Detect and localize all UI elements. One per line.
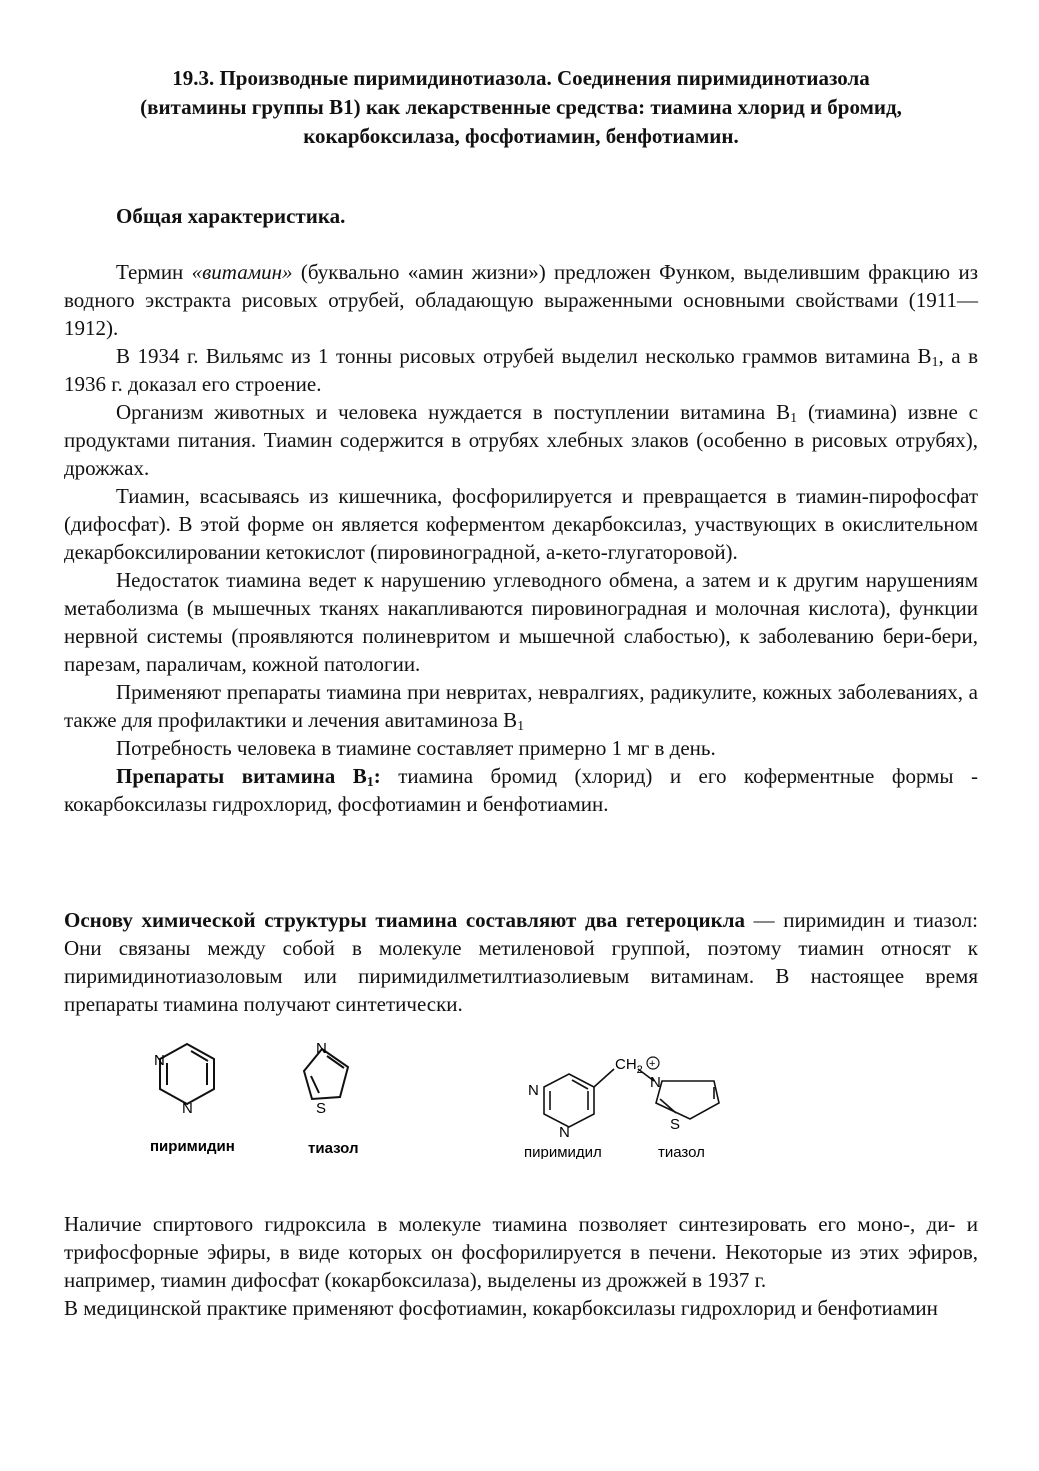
paragraph-vitamin-term: Термин «витамин» (буквально «амин жизни») предложен Функом, выделившим фракцию из водного экстракта рисовых отрубей, обладающую выраженными основными свойствами (1911—1912). [64,260,978,340]
title-line-1: 19.3. Производные пиримидинотиазола. Соединения пиримидинотиазола [172,66,870,90]
thiazole-atom-n: N [316,1040,327,1057]
pyrimidyl-atom-n1: N [528,1082,539,1099]
paragraph-structure: Основу химической структуры тиамина составляют два гетероцикла — пиримидин и тиазол: Они связаны между собой в молекуле метиленовой группой, поэтому тиамин относят к пиримидинотиазоловым или пиримидилметилтиазолиевым витаминам. В настоящее время препараты тиамина получают синтетически. [64,908,978,1016]
methylene-group: $CH_2$ [615,1056,643,1076]
paragraph-preparations: Препараты витамина $В_1$: тиамина бромид (хлорид) и его коферментные формы - кокарбоксилазы гидрохлорид, фосфотиамин и бенфотиамин. [64,764,978,816]
thiazolium-atom-s: S [670,1116,681,1133]
structures-svg [64,1029,978,1159]
thiazole-atom-s: S [316,1100,327,1117]
pyrimidine-structure [160,1044,214,1104]
paragraph-usage: Применяют препараты тиамина при невритах, невралгиях, радикулите, кожных заболеваниях, а также для профилактики и лечения авитаминоза $В_1$ [64,680,978,734]
label-pyrimidine: пиримидин [150,1138,235,1155]
paragraph-organism: Организм животных и человека нуждается в поступлении витамина $В_1$ (тиамина) извне с продуктами питания. Тиамин содержится в отрубях хлебных злаков (особенно в рисовых отрубях), дрожжах. [64,400,978,480]
section-title: Общая характеристика. [116,204,346,228]
paragraph-medical-practice: В медицинской практике применяют фосфотиамин, кокарбоксилазы гидрохлорид и бенфотиамин [64,1296,938,1320]
preparations-label: Препараты витамина $В_1$: [116,764,381,790]
title-line-3: кокарбоксилаза, фосфотиамин, бенфотиамин. [303,124,739,148]
title-line-2: (витамины группы B1) как лекарственные средства: тиамина хлорид и бромид, [140,95,902,119]
paragraph-phosphate-esters: Наличие спиртового гидроксила в молекуле тиамина позволяет синтезировать его моно-, ди- и трифосфорные эфиры, в виде которых он фосфорилируется в печени. Некоторые из этих эфиров, например, тиамин дифосфат (кокарбоксилаза), выделены из дрожжей в 1937 г. [64,1212,978,1292]
paragraph-deficiency: Недостаток тиамина ведет к нарушению углеводного обмена, а затем и к другим нарушениям метаболизма (в мышечных тканях накапливаются пировиноградная и молочная кислота), функции нервной системы (проявляются полиневритом и мышечной слабостью), к заболеванию бери-бери, парезам, параличам, кожной патологии. [64,568,978,676]
structure-text [64,906,978,1018]
paragraph-absorption: Тиамин, всасываясь из кишечника, фосфорилируется и превращается в тиамин-пирофосфат (дифосфат). В этой форме он является коферментом декарбоксилаз, участвующих в окислительном декарбоксилировании кетокислот (пировиноградной, а-кето-глугаторовой). [64,484,978,564]
pyrimidine-atom-n1: N [154,1052,165,1069]
closing-text [64,1210,978,1322]
thiamine-core-structure [544,1069,719,1127]
paragraph-requirement: Потребность человека в тиамине составляет примерно 1 мг в день. [116,736,716,760]
pyrimidyl-atom-n3: N [559,1124,570,1141]
label-pyrimidyl: пиримидил [524,1144,602,1159]
thiazolium-atom-n: N [650,1074,661,1091]
paragraph-williams: В 1934 г. Вильямс из 1 тонны рисовых отрубей выделил несколько граммов витамина $В_1$, а в 1936 г. доказал его строение. [64,344,978,396]
characteristics-text [64,258,978,818]
positive-charge-sign: + [649,1058,656,1070]
pyrimidine-atom-n3: N [182,1100,193,1117]
label-thiazole: тиазол [308,1140,359,1157]
term-vitamin: «витамин» [191,260,293,284]
page-title [64,64,978,151]
chemical-structures-figure [64,1029,978,1159]
label-thiazole-2: тиазол [658,1144,705,1159]
document-page [64,64,978,1320]
